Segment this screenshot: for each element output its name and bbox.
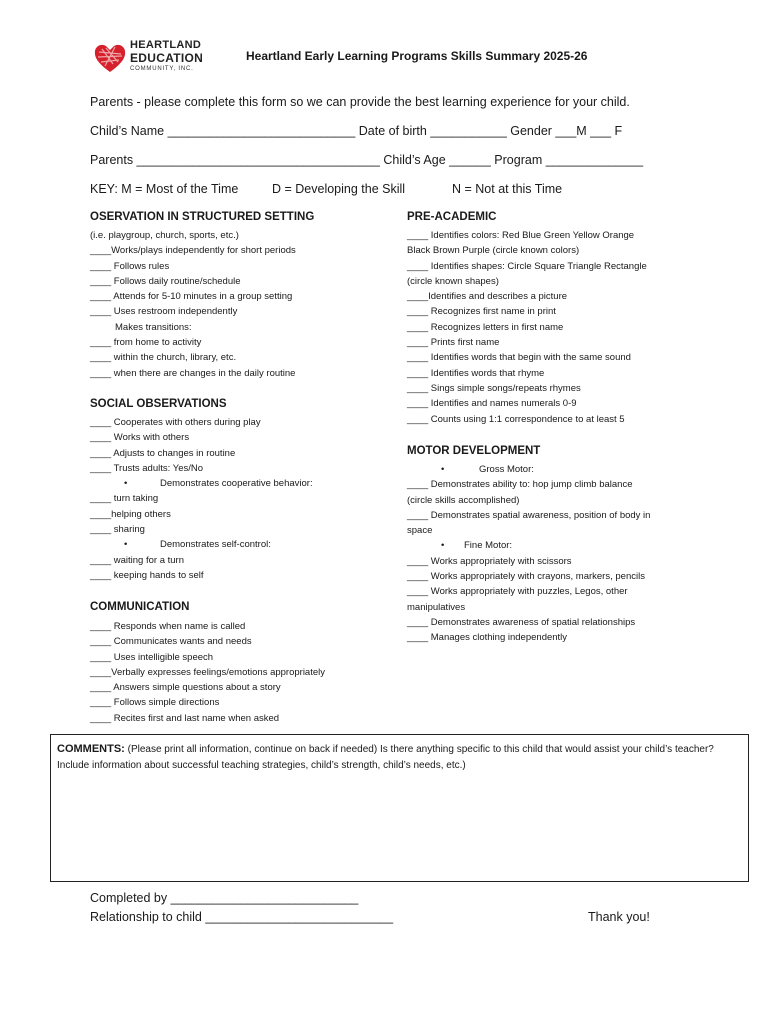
list-item: ____ sharing bbox=[90, 524, 145, 536]
list-item: ____ from home to activity bbox=[90, 337, 202, 349]
list-item: ____ Follows simple directions bbox=[90, 697, 220, 709]
completed-by-field: Completed by ___________________________ bbox=[90, 891, 359, 905]
communication-heading: COMMUNICATION bbox=[90, 601, 190, 613]
list-item: Makes transitions: bbox=[115, 321, 192, 333]
list-item: • Demonstrates cooperative behavior: bbox=[90, 476, 313, 491]
list-item: ____Verbally expresses feelings/emotions appropriately bbox=[90, 666, 325, 678]
motor-heading: MOTOR DEVELOPMENT bbox=[407, 445, 541, 457]
list-item: • Gross Motor: bbox=[407, 462, 650, 477]
list-item: ____ Works appropriately with puzzles, Legos, other bbox=[407, 586, 628, 598]
motor-list bbox=[407, 462, 650, 646]
list-item: ____ Manages clothing independently bbox=[407, 632, 568, 644]
list-item: ____ Identifies words that rhyme bbox=[407, 367, 545, 379]
list-item: ____ turn taking bbox=[90, 493, 159, 505]
list-item: ____ Trusts adults: Yes/No bbox=[90, 462, 204, 474]
list-item: ____Works/plays independently for short periods bbox=[90, 245, 296, 257]
list-item: ____ Communicates wants and needs bbox=[90, 636, 252, 648]
list-item: ____ Cooperates with others during play bbox=[90, 417, 261, 428]
list-item: ____ Demonstrates spatial awareness, position of body in bbox=[407, 509, 651, 521]
list-item: ____ Demonstrates awareness of spatial relationships bbox=[407, 616, 636, 628]
list-item: ____ Identifies shapes: Circle Square Triangle Rectangle bbox=[407, 260, 647, 272]
comments-instructions: (Please print all information, continue on back if needed) Is there anything specific to this child that would assist your child’s teacher? Include information about successful teaching strategies, child’s strength, child’s needs, etc.) bbox=[57, 744, 714, 771]
list-item: ____ Uses intelligible speech bbox=[90, 651, 214, 663]
key-most: KEY: M = Most of the Time bbox=[90, 182, 239, 196]
intro-text: Parents - please complete this form so we can provide the best learning experience for your child. bbox=[90, 95, 630, 109]
list-item: ____ Recognizes letters in first name bbox=[407, 321, 564, 333]
list-item: manipulatives bbox=[407, 601, 466, 613]
list-item: ____ Responds when name is called bbox=[90, 621, 246, 632]
pre-academic-heading: PRE-ACADEMIC bbox=[407, 211, 497, 223]
comments-box[interactable] bbox=[50, 734, 749, 882]
pre-academic-list bbox=[407, 228, 647, 427]
list-item: ____ Works appropriately with scissors bbox=[407, 555, 572, 567]
observation-list bbox=[90, 228, 296, 381]
communication-list bbox=[90, 619, 325, 726]
heart-logo-icon bbox=[93, 42, 127, 74]
logo-line-1: HEARTLAND bbox=[130, 39, 202, 51]
relationship-field: Relationship to child ___________________________ bbox=[90, 910, 394, 924]
key-not: N = Not at this Time bbox=[452, 182, 563, 196]
child-info-row: Child’s Name ___________________________ Date of birth ___________ Gender ___M ___ F bbox=[90, 124, 623, 138]
list-item: ____ Prints first name bbox=[407, 337, 500, 349]
list-item: ____ when there are changes in the daily routine bbox=[90, 367, 296, 379]
list-item: Black Brown Purple (circle known colors) bbox=[407, 245, 580, 257]
observation-heading: OSERVATION IN STRUCTURED SETTING bbox=[90, 211, 315, 223]
list-item: (circle skills accomplished) bbox=[407, 494, 520, 506]
list-item: ____ Identifies words that begin with the same sound bbox=[407, 352, 631, 364]
list-item: ____ Recognizes first name in print bbox=[407, 306, 556, 318]
list-item: ____ Demonstrates ability to: hop jump climb balance bbox=[407, 479, 633, 491]
list-item: ____ Answers simple questions about a story bbox=[90, 682, 281, 694]
social-list bbox=[90, 415, 313, 583]
thank-you-text: Thank you! bbox=[588, 910, 650, 924]
logo bbox=[93, 40, 218, 76]
list-item: ____ Follows daily routine/schedule bbox=[90, 275, 241, 287]
list-item: ____ Identifies and names numerals 0-9 bbox=[407, 398, 577, 410]
list-item: ____ Adjusts to changes in routine bbox=[90, 447, 236, 459]
list-item: ____ Follows rules bbox=[90, 260, 170, 272]
list-item: ____helping others bbox=[90, 508, 171, 520]
key-developing: D = Developing the Skill bbox=[272, 182, 406, 196]
social-heading: SOCIAL OBSERVATIONS bbox=[90, 398, 227, 410]
list-item: (i.e. playgroup, church, sports, etc.) bbox=[90, 230, 239, 241]
list-item: • Demonstrates self-control: bbox=[90, 537, 313, 552]
list-item: ____ Uses restroom independently bbox=[90, 306, 238, 318]
list-item: ____ within the church, library, etc. bbox=[90, 352, 237, 364]
list-item: ____ keeping hands to self bbox=[90, 569, 204, 581]
list-item: ____ Recites first and last name when asked bbox=[90, 712, 280, 724]
list-item: (circle known shapes) bbox=[407, 275, 499, 287]
list-item: • Fine Motor: bbox=[407, 538, 650, 553]
list-item: space bbox=[407, 525, 433, 537]
page-title: Heartland Early Learning Programs Skills Summary 2025-26 bbox=[246, 49, 588, 63]
parent-info-row: Parents ___________________________________ Child’s Age ______ Program ______________ bbox=[90, 153, 644, 167]
list-item: ____ Sings simple songs/repeats rhymes bbox=[407, 382, 581, 394]
list-item: ____ Works with others bbox=[90, 432, 190, 444]
list-item: ____Identifies and describes a picture bbox=[407, 291, 568, 303]
list-item: ____ Works appropriately with crayons, markers, pencils bbox=[407, 571, 645, 583]
logo-line-2: EDUCATION bbox=[130, 51, 204, 65]
comments-label: COMMENTS: bbox=[57, 743, 125, 755]
list-item: ____ Counts using 1:1 correspondence to at least 5 bbox=[407, 413, 625, 425]
list-item: ____ Attends for 5-10 minutes in a group setting bbox=[90, 291, 293, 303]
list-item: ____ Identifies colors: Red Blue Green Yellow Orange bbox=[407, 230, 635, 241]
list-item: ____ waiting for a turn bbox=[90, 554, 185, 566]
logo-line-3: COMMUNITY, INC. bbox=[130, 66, 194, 72]
